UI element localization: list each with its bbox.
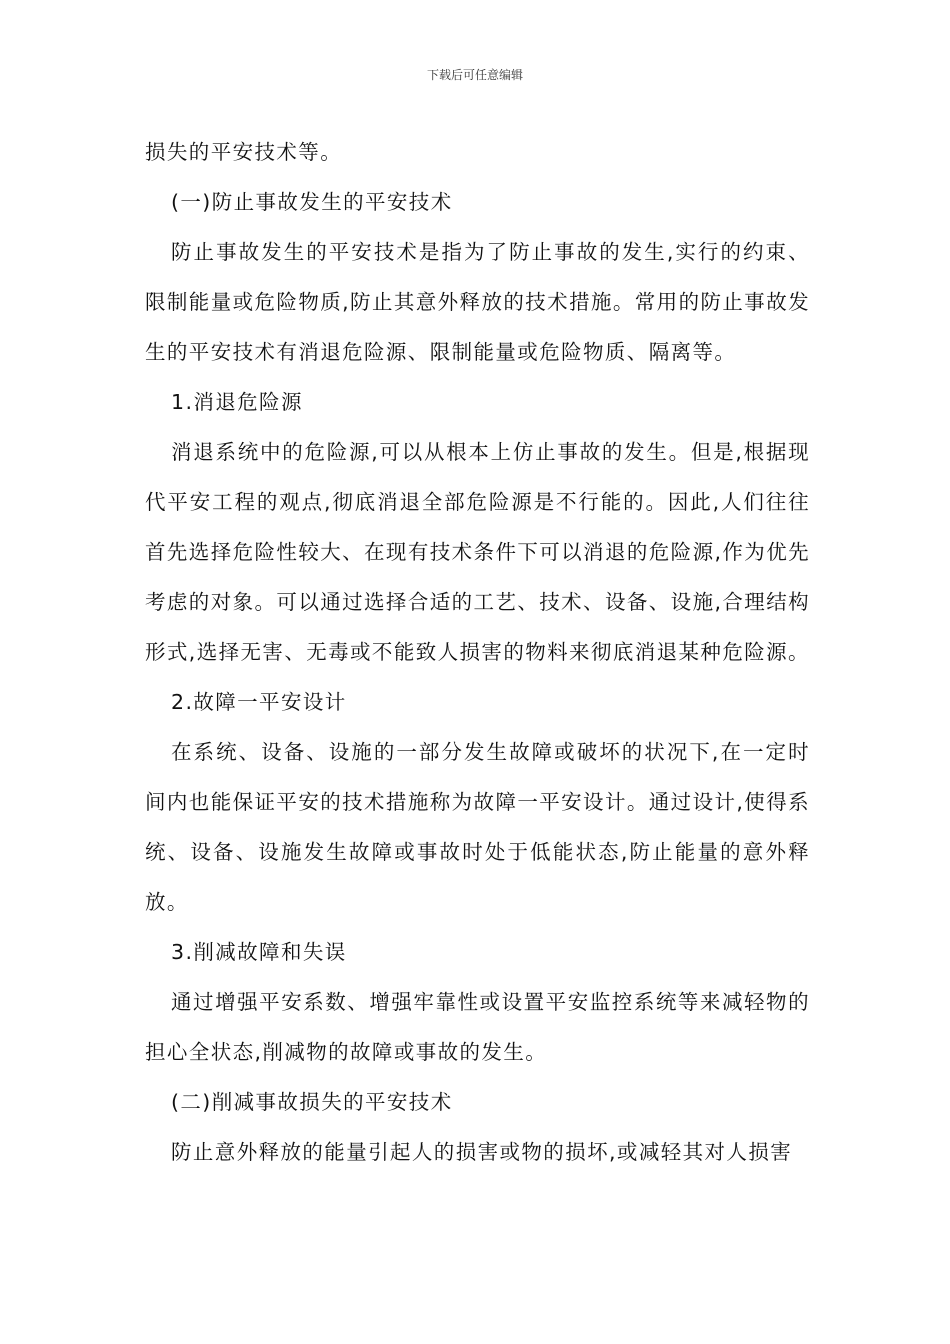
subheading-reduce-faults: 3.削减故障和失误 bbox=[171, 940, 347, 964]
paragraph-continuation: 损失的平安技术等。 bbox=[145, 140, 343, 164]
paragraph-reduce-faults: 通过增强平安系数、增强牢靠性或设置平安监控系统等来减轻物的担心全状态,削减物的故障或事故的发生。 bbox=[145, 990, 810, 1064]
subheading-eliminate-hazards: 1.消退危险源 bbox=[171, 390, 303, 414]
paragraph-eliminate-hazards: 消退系统中的危险源,可以从根本上仿止事故的发生。但是,根据现代平安工程的观点,彻底消退全部危险源是不行能的。因此,人们往往首先选择危险性较大、在现有技术条件下可以消退的危险源,作为优先考虑的对象。可以通过选择合适的工艺、技术、设备、设施,合理结构形式,选择无害、无毒或不能致人损害的物料来彻底消退某种危险源。 bbox=[145, 440, 810, 664]
paragraph-fail-safe-design: 在系统、设备、设施的一部分发生故障或破坏的状况下,在一定时间内也能保证平安的技术措施称为故障一平安设计。通过设计,使得系统、设备、设施发生故障或事故时处于低能状态,防止能量的意外释放。 bbox=[145, 740, 810, 914]
page-header: 下载后可任意编辑 bbox=[426, 68, 523, 82]
section-heading-reduce-losses: (二)削减事故损失的平安技术 bbox=[171, 1090, 453, 1114]
paragraph-reduce-losses: 防止意外释放的能量引起人的损害或物的损坏,或减轻其对人损害 bbox=[171, 1140, 793, 1164]
subheading-fail-safe-design: 2.故障一平安设计 bbox=[171, 690, 347, 714]
paragraph-prevent-accidents: 防止事故发生的平安技术是指为了防止事故的发生,实行的约束、限制能量或危险物质,防止其意外释放的技术措施。常用的防止事故发生的平安技术有消退危险源、限制能量或危险物质、隔离等。 bbox=[145, 240, 810, 364]
section-heading-prevent-accidents: (一)防止事故发生的平安技术 bbox=[171, 190, 453, 214]
document-body bbox=[145, 127, 810, 1177]
